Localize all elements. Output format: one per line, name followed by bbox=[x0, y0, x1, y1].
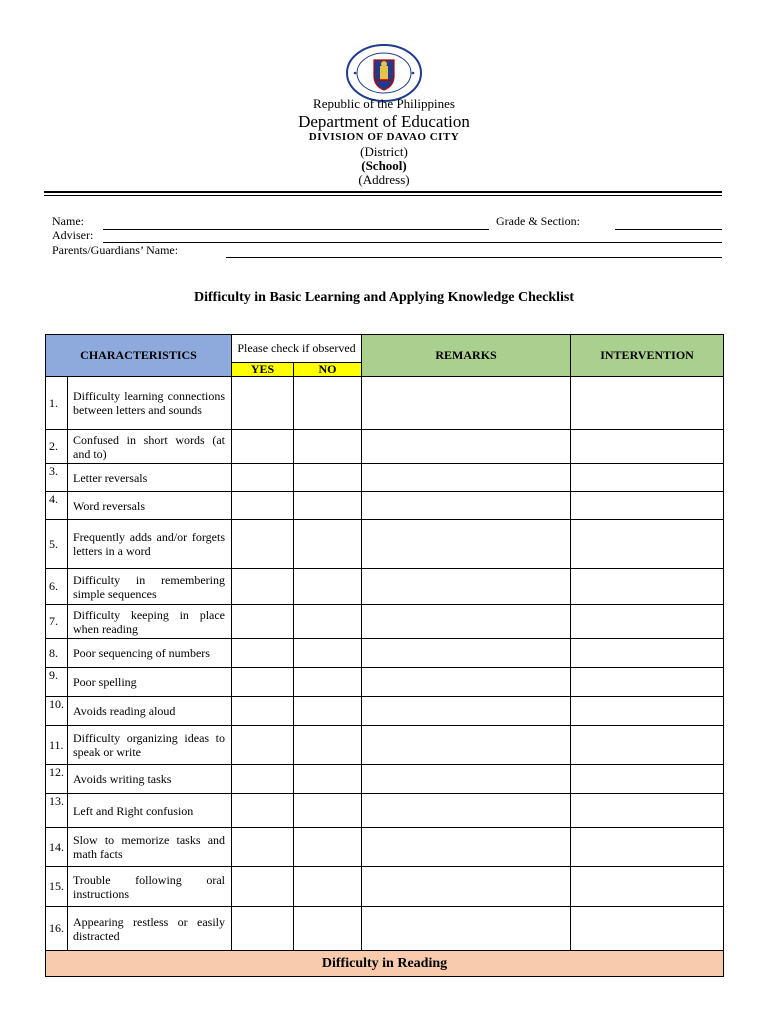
row-number: 15. bbox=[49, 879, 64, 893]
header-divider bbox=[44, 191, 722, 193]
table-row bbox=[46, 668, 724, 697]
no-checkbox-cell[interactable] bbox=[294, 569, 362, 605]
adviser-field-line[interactable] bbox=[103, 242, 722, 243]
no-checkbox-cell[interactable] bbox=[294, 668, 362, 697]
characteristic-text: Frequently adds and/or forgets letters in a word bbox=[68, 520, 232, 569]
no-checkbox-cell[interactable] bbox=[294, 697, 362, 726]
no-checkbox-cell[interactable] bbox=[294, 605, 362, 639]
no-checkbox-cell[interactable] bbox=[294, 726, 362, 765]
intervention-cell[interactable] bbox=[571, 765, 724, 794]
intervention-cell[interactable] bbox=[571, 464, 724, 492]
address-label: (Address) bbox=[358, 172, 410, 187]
header-divider-thin bbox=[44, 195, 722, 196]
row-number: 11. bbox=[49, 737, 64, 752]
row-number: 8. bbox=[49, 645, 58, 660]
intervention-cell[interactable] bbox=[571, 867, 724, 907]
characteristic-text: Trouble following oral instructions bbox=[68, 867, 232, 907]
adviser-label: Adviser: bbox=[52, 228, 94, 242]
intervention-cell[interactable] bbox=[571, 377, 724, 430]
no-checkbox-cell[interactable] bbox=[294, 907, 362, 951]
row-number: 7. bbox=[49, 614, 58, 628]
remarks-cell[interactable] bbox=[362, 867, 571, 907]
row-number: 6. bbox=[49, 579, 58, 593]
intervention-cell[interactable] bbox=[571, 794, 724, 828]
remarks-cell[interactable] bbox=[362, 569, 571, 605]
name-field-line[interactable] bbox=[103, 229, 489, 230]
no-checkbox-cell[interactable] bbox=[294, 430, 362, 464]
remarks-cell[interactable] bbox=[362, 794, 571, 828]
intervention-cell[interactable] bbox=[571, 492, 724, 520]
remarks-cell[interactable] bbox=[362, 520, 571, 569]
no-checkbox-cell[interactable] bbox=[294, 867, 362, 907]
intervention-cell[interactable] bbox=[571, 639, 724, 668]
no-checkbox-cell[interactable] bbox=[294, 492, 362, 520]
yes-checkbox-cell[interactable] bbox=[232, 520, 294, 569]
no-checkbox-cell[interactable] bbox=[294, 828, 362, 867]
remarks-cell[interactable] bbox=[362, 377, 571, 430]
intervention-cell[interactable] bbox=[571, 726, 724, 765]
no-checkbox-cell[interactable] bbox=[294, 639, 362, 668]
table-row bbox=[46, 377, 724, 430]
yes-checkbox-cell[interactable] bbox=[232, 668, 294, 697]
no-checkbox-cell[interactable] bbox=[294, 794, 362, 828]
yes-header: YES bbox=[232, 363, 294, 377]
yes-checkbox-cell[interactable] bbox=[232, 492, 294, 520]
row-number: 12. bbox=[49, 765, 64, 779]
characteristic-text: Word reversals bbox=[68, 492, 232, 520]
row-number: 4. bbox=[49, 492, 58, 506]
table-row bbox=[46, 697, 724, 726]
remarks-cell[interactable] bbox=[362, 639, 571, 668]
characteristics-header: CHARACTERISTICS bbox=[46, 335, 232, 377]
intervention-cell[interactable] bbox=[571, 605, 724, 639]
remarks-cell[interactable] bbox=[362, 697, 571, 726]
remarks-cell[interactable] bbox=[362, 605, 571, 639]
yes-checkbox-cell[interactable] bbox=[232, 828, 294, 867]
table-row bbox=[46, 765, 724, 794]
characteristic-text: Poor sequencing of numbers bbox=[68, 639, 232, 668]
row-number: 1. bbox=[49, 395, 58, 410]
characteristic-text: Difficulty keeping in place when reading bbox=[68, 605, 232, 639]
remarks-cell[interactable] bbox=[362, 464, 571, 492]
characteristic-text: Appearing restless or easily distracted bbox=[68, 907, 232, 951]
row-number: 13. bbox=[49, 794, 64, 808]
characteristic-text: Difficulty in remembering simple sequences bbox=[68, 569, 232, 605]
table-row bbox=[46, 520, 724, 569]
remarks-cell[interactable] bbox=[362, 668, 571, 697]
characteristic-text: Poor spelling bbox=[68, 668, 232, 697]
yes-checkbox-cell[interactable] bbox=[232, 464, 294, 492]
no-checkbox-cell[interactable] bbox=[294, 520, 362, 569]
remarks-cell[interactable] bbox=[362, 492, 571, 520]
characteristic-text: Avoids writing tasks bbox=[68, 765, 232, 794]
remarks-cell[interactable] bbox=[362, 765, 571, 794]
table-row bbox=[46, 726, 724, 765]
intervention-cell[interactable] bbox=[571, 697, 724, 726]
intervention-header: INTERVENTION bbox=[571, 335, 724, 377]
table-row bbox=[46, 430, 724, 464]
republic-label: Republic of the Philippines bbox=[313, 96, 455, 111]
characteristic-text: Left and Right confusion bbox=[68, 794, 232, 828]
yes-checkbox-cell[interactable] bbox=[232, 639, 294, 668]
remarks-header: REMARKS bbox=[362, 335, 571, 377]
name-label: Name: bbox=[52, 214, 84, 228]
characteristic-text: Avoids reading aloud bbox=[68, 697, 232, 726]
yes-checkbox-cell[interactable] bbox=[232, 726, 294, 765]
department-title: Department of Education bbox=[298, 112, 470, 131]
row-number: 9. bbox=[49, 668, 58, 682]
intervention-cell[interactable] bbox=[571, 430, 724, 464]
row-number: 16. bbox=[49, 921, 64, 935]
yes-checkbox-cell[interactable] bbox=[232, 605, 294, 639]
checklist-table bbox=[45, 334, 724, 977]
remarks-cell[interactable] bbox=[362, 430, 571, 464]
intervention-cell[interactable] bbox=[571, 569, 724, 605]
intervention-cell[interactable] bbox=[571, 668, 724, 697]
yes-checkbox-cell[interactable] bbox=[232, 430, 294, 464]
remarks-cell[interactable] bbox=[362, 907, 571, 951]
table-row bbox=[46, 828, 724, 867]
yes-checkbox-cell[interactable] bbox=[232, 569, 294, 605]
yes-checkbox-cell[interactable] bbox=[232, 867, 294, 907]
table-row bbox=[46, 492, 724, 520]
yes-checkbox-cell[interactable] bbox=[232, 794, 294, 828]
remarks-cell[interactable] bbox=[362, 726, 571, 765]
characteristic-text: Difficulty learning connections between letters and sounds bbox=[68, 377, 232, 430]
table-row bbox=[46, 605, 724, 639]
characteristic-text: Letter reversals bbox=[68, 464, 232, 492]
table-row bbox=[46, 464, 724, 492]
parents-guardians-label: Parents/Guardians’ Name: bbox=[52, 243, 179, 257]
intervention-cell[interactable] bbox=[571, 828, 724, 867]
table-row bbox=[46, 639, 724, 668]
row-number: 10. bbox=[49, 697, 64, 711]
yes-checkbox-cell[interactable] bbox=[232, 697, 294, 726]
yes-checkbox-cell[interactable] bbox=[232, 907, 294, 951]
characteristic-text: Slow to memorize tasks and math facts bbox=[68, 828, 232, 867]
yes-checkbox-cell[interactable] bbox=[232, 377, 294, 430]
deped-seal-logo bbox=[345, 44, 423, 102]
district-label: (District) bbox=[360, 144, 408, 159]
yes-checkbox-cell[interactable] bbox=[232, 765, 294, 794]
characteristic-text: Confused in short words (at and to) bbox=[68, 430, 232, 464]
table-row bbox=[46, 907, 724, 951]
checklist-title: Difficulty in Basic Learning and Applying Knowledge Checklist bbox=[194, 290, 574, 305]
characteristic-text: Difficulty organizing ideas to speak or write bbox=[68, 726, 232, 765]
row-number: 14. bbox=[49, 839, 64, 854]
intervention-cell[interactable] bbox=[571, 907, 724, 951]
school-label: (School) bbox=[361, 158, 407, 173]
table-row bbox=[46, 569, 724, 605]
row-number: 5. bbox=[49, 536, 58, 551]
no-checkbox-cell[interactable] bbox=[294, 464, 362, 492]
no-checkbox-cell[interactable] bbox=[294, 377, 362, 430]
check-if-observed-header: Please check if observed bbox=[232, 335, 362, 363]
grade-section-label: Grade & Section: bbox=[496, 214, 580, 228]
no-checkbox-cell[interactable] bbox=[294, 765, 362, 794]
section-footer-difficulty-in-reading: Difficulty in Reading bbox=[46, 951, 724, 977]
no-header: NO bbox=[294, 363, 362, 377]
division-label: DIVISION OF DAVAO CITY bbox=[308, 131, 460, 143]
grade-section-field-line[interactable] bbox=[615, 229, 722, 230]
row-number: 3. bbox=[49, 464, 58, 478]
remarks-cell[interactable] bbox=[362, 828, 571, 867]
parents-guardians-field-line[interactable] bbox=[226, 257, 722, 258]
table-row bbox=[46, 867, 724, 907]
table-row bbox=[46, 794, 724, 828]
intervention-cell[interactable] bbox=[571, 520, 724, 569]
row-number: 2. bbox=[49, 439, 58, 453]
